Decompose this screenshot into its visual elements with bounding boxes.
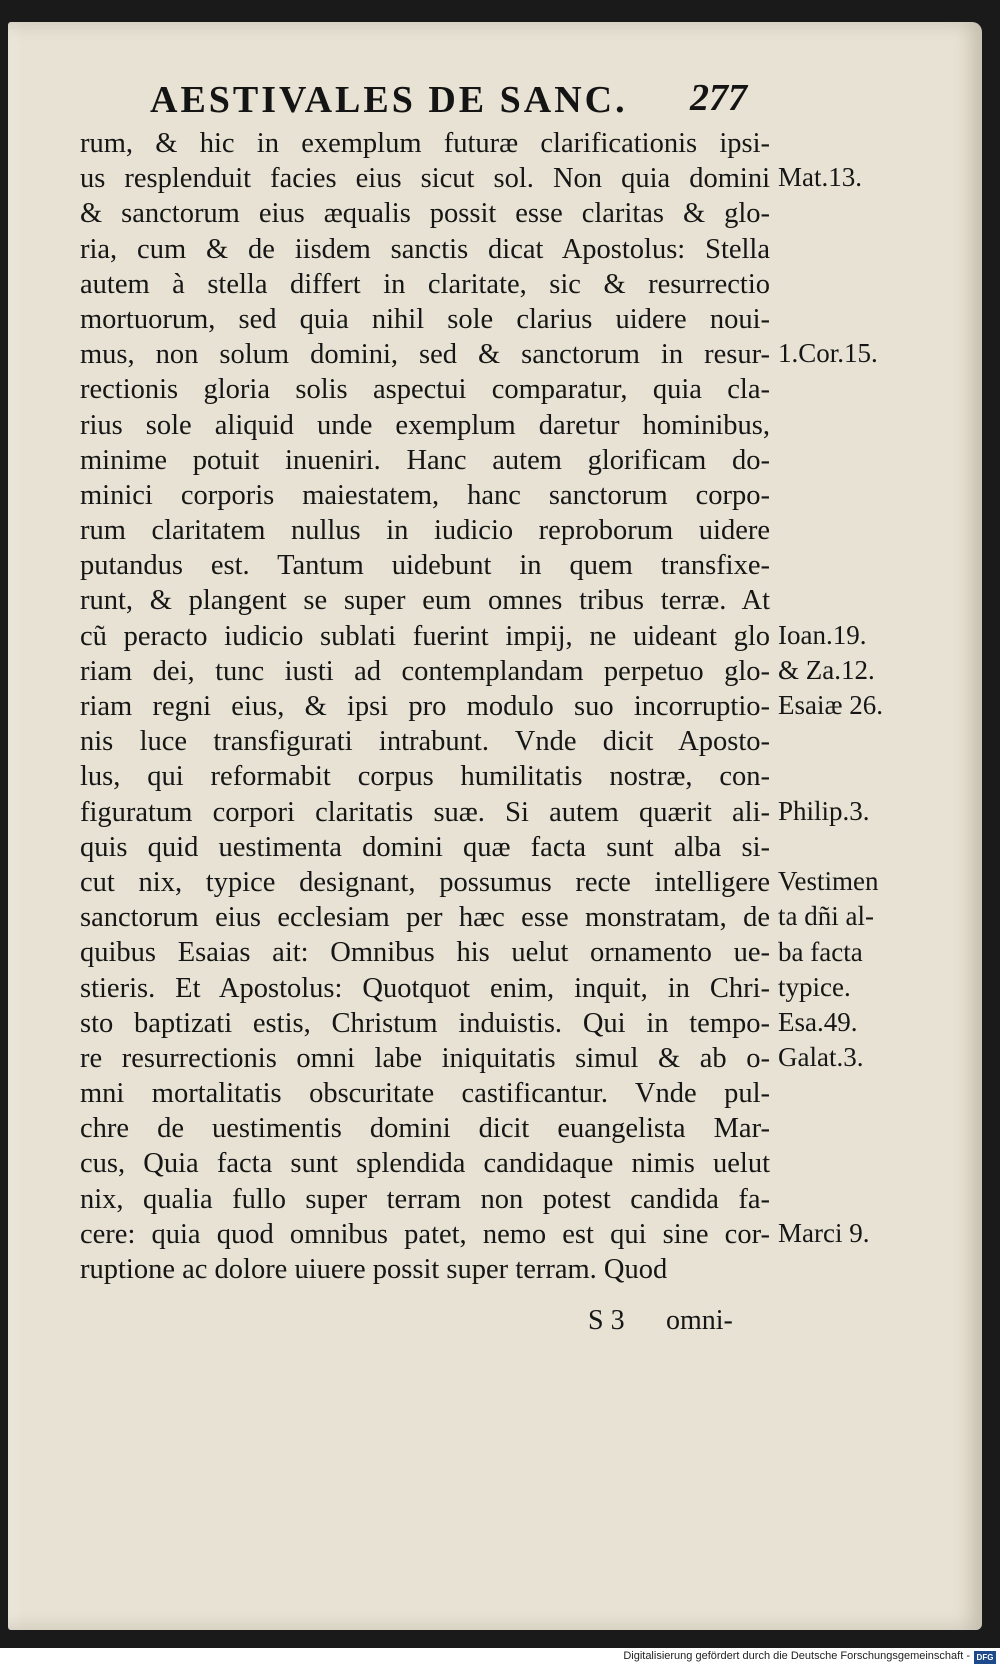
text-line: lus, qui reformabit corpus humilitatis nostræ, con- bbox=[80, 761, 770, 793]
text-line: nis luce transfigurati intrabunt. Vnde dicit Aposto- bbox=[80, 726, 770, 758]
text-line: sanctorum eius ecclesiam per hæc esse monstratam, de bbox=[80, 902, 770, 934]
margin-note: typice. bbox=[778, 971, 851, 1002]
text-line: autem à stella differt in claritate, sic & resurrectio bbox=[80, 268, 770, 300]
page-header bbox=[150, 66, 770, 126]
text-line: rum claritatem nullus in iudicio reproborum uidere bbox=[80, 515, 770, 547]
text-line: mortuorum, sed quia nihil sole clarius uidere noui- bbox=[80, 303, 770, 335]
text-line: rectionis gloria solis aspectui comparatur, quia cla- bbox=[80, 374, 770, 406]
running-title: AESTIVALES DE SANC. bbox=[150, 79, 628, 121]
text-line: figuratum corpori claritatis suæ. Si autem quærit ali- bbox=[80, 796, 770, 828]
dfg-logo-icon: DFG bbox=[974, 1651, 996, 1664]
text-line: minici corporis maiestatem, hanc sanctorum corpo- bbox=[80, 479, 770, 511]
catchword: omni- bbox=[666, 1305, 733, 1336]
text-line: cus, Quia facta sunt splendida candidaque nimis uelut bbox=[80, 1148, 770, 1180]
text-line: cũ peracto iudicio sublati fuerint impij, ne uideant glo bbox=[80, 620, 770, 652]
footer-credit: Digitalisierung gefördert durch die Deutsche Forschungsgemeinschaft - bbox=[623, 1650, 970, 1662]
margin-note: & Za.12. bbox=[778, 655, 875, 685]
text-line: ria, cum & de iisdem sanctis dicat Apostolus: Stella bbox=[80, 233, 770, 265]
text-line: chre de uestimentis domini dicit euangelista Mar- bbox=[80, 1113, 770, 1145]
body-text bbox=[80, 126, 770, 1287]
text-line: minime potuit inueniri. Hanc autem glorificam do- bbox=[80, 444, 770, 476]
text-line: riam dei, tunc iusti ad contemplandam perpetuo glo- bbox=[80, 655, 770, 687]
text-line: re resurrectionis omni labe iniquitatis simul & ab o- bbox=[80, 1042, 770, 1074]
margin-note: 1.Cor.15. bbox=[778, 338, 878, 369]
text-line: & sanctorum eius æqualis possit esse claritas & glo- bbox=[80, 198, 770, 230]
text-line: runt, & plangent se super eum omnes tribus terræ. At bbox=[80, 585, 770, 617]
margin-note: Philip.3. bbox=[778, 795, 870, 826]
text-line: rum, & hic in exemplum futuræ clarificationis ipsi- bbox=[80, 128, 770, 159]
text-line: quibus Esaias ait: Omnibus his uelut ornamento ue- bbox=[80, 937, 770, 969]
margin-note: Ioan.19. bbox=[778, 619, 867, 650]
text-line: mni mortalitatis obscuritate castificantur. Vnde pul- bbox=[80, 1078, 770, 1110]
text-line: us resplenduit facies eius sicut sol. Non quia domini bbox=[80, 163, 770, 195]
text-line: ruptione ac dolore uiuere possit super terram. Quod bbox=[80, 1254, 668, 1285]
text-line: sto baptizati estis, Christum induistis. Qui in tempo- bbox=[80, 1007, 770, 1039]
margin-note: ta dñi al- bbox=[778, 901, 874, 932]
text-line: stieris. Et Apostolus: Quotquot enim, inquit, in Chri- bbox=[80, 972, 770, 1004]
margin-note: Esaiæ 26. bbox=[778, 690, 883, 721]
margin-note: ba facta bbox=[778, 936, 863, 967]
text-line: mus, non solum domini, sed & sanctorum in resur- bbox=[80, 339, 770, 371]
margin-note: Vestimen bbox=[778, 866, 879, 897]
text-line: cut nix, typice designant, possumus recte intelligere bbox=[80, 866, 770, 898]
text-line: putandus est. Tantum uidebunt in quem transfixe- bbox=[80, 550, 770, 582]
margin-note: Esa.49. bbox=[778, 1007, 858, 1037]
margin-note: Mat.13. bbox=[778, 162, 862, 193]
signature-mark: S 3 bbox=[588, 1305, 625, 1336]
text-line: nix, qualia fullo super terram non potest candida fa- bbox=[80, 1183, 770, 1215]
text-line: rius sole aliquid unde exemplum daretur hominibus, bbox=[80, 409, 770, 441]
catchword-line bbox=[570, 1305, 770, 1341]
page-number: 277 bbox=[690, 77, 747, 119]
text-line: cere: quia quod omnibus patet, nemo est qui sine cor- bbox=[80, 1218, 770, 1250]
footer-bar bbox=[0, 1648, 1000, 1668]
margin-note: Marci 9. bbox=[778, 1218, 870, 1249]
text-line: quis quid uestimenta domini quæ facta sunt alba si- bbox=[80, 831, 770, 863]
text-line: riam regni eius, & ipsi pro modulo suo incorruptio- bbox=[80, 691, 770, 722]
margin-note: Galat.3. bbox=[778, 1042, 864, 1073]
